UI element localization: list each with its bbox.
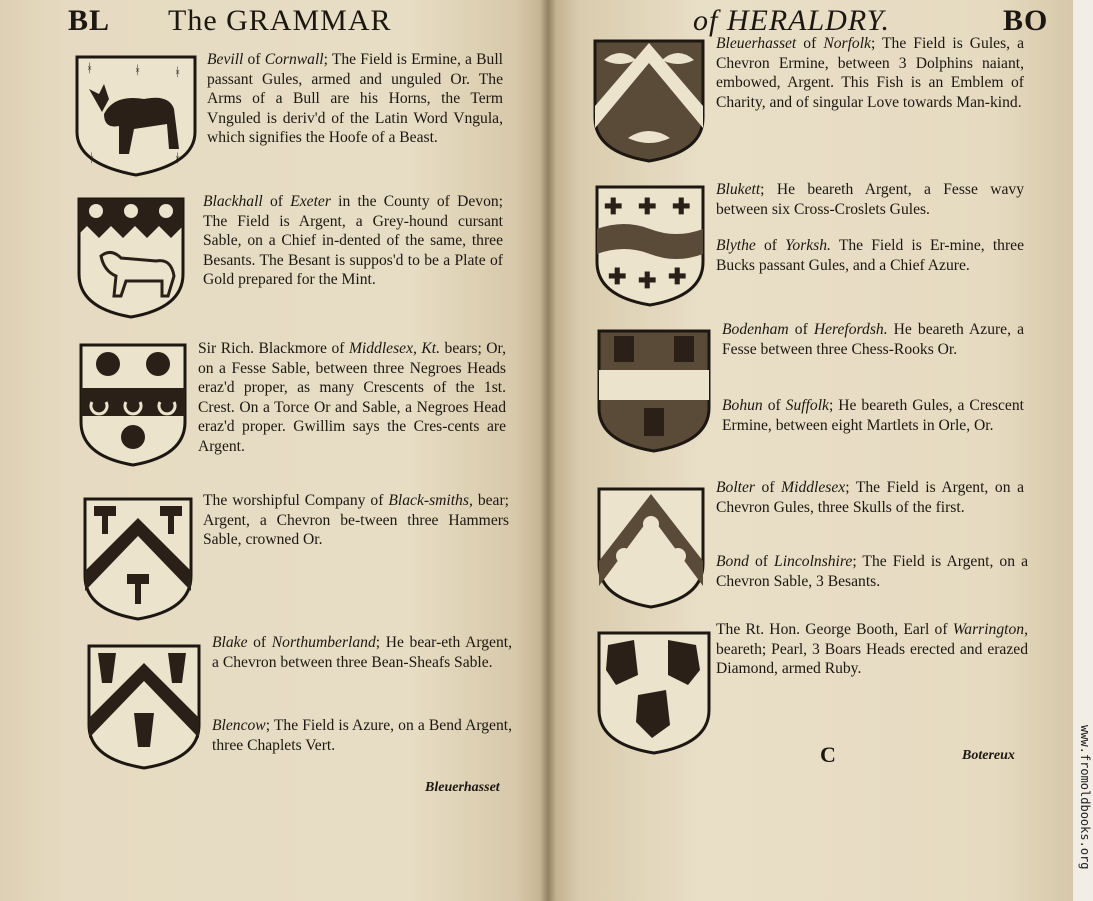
entry-bevill (207, 50, 503, 148)
entry-text: in the County of Devon; The Field is Argent, a Grey-hound cursant Sable, on a Chief in-dented of the same, three Besants. The Besant is suppos'd to be a Plate of Gold prepared for the Mint. (203, 193, 503, 289)
bleuerhasset-shield (592, 38, 706, 164)
entry-blackmore (198, 339, 506, 457)
entry-of: of (762, 397, 786, 414)
blacksmiths-shield (82, 496, 194, 622)
blake-shield (86, 643, 202, 771)
entry-name: The worshipful Company of (203, 492, 384, 509)
left-catchword: Bleuerhasset (425, 780, 500, 795)
right-catchword: Botereux (962, 748, 1015, 763)
entry-blencow (212, 716, 512, 755)
svg-text:ᚼ: ᚼ (86, 61, 94, 75)
gutter-shadow (540, 0, 556, 901)
blackmore-shield (78, 342, 188, 468)
entry-text: ; The Field is Ermine, a Bull passant Gules, armed and unguled Or. The Arms of a Bull are his Horns, the Term Vnguled is deriv'd of the Latin Word Vngula, which signifies the Hoofe of a Beast. (207, 51, 503, 147)
svg-text:ᚼ: ᚼ (88, 151, 96, 165)
entry-name: Blukett (716, 181, 761, 198)
entry-text: , beareth; Pearl, 3 Boars Heads erected and erazed Diamond, armed Ruby. (716, 621, 1028, 678)
entry-name: Bodenham (722, 321, 789, 338)
entry-place: Lincolnshire (774, 553, 853, 570)
entry-of: of (754, 479, 782, 496)
blackhall-shield (76, 196, 186, 320)
entry-name: Bleuerhasset (716, 35, 797, 52)
entry-booth (716, 620, 1028, 679)
entry-of: of (243, 51, 265, 68)
entry-name: Blythe (716, 237, 756, 254)
booth-shield (596, 630, 712, 756)
entry-of: of (247, 634, 272, 651)
entry-name: Bevill (207, 51, 244, 68)
right-signature: BO (1003, 4, 1049, 37)
entry-of: of (262, 193, 291, 210)
entry-name: Blencow (212, 717, 266, 734)
bevill-shield (74, 54, 198, 178)
svg-text:✚: ✚ (668, 264, 687, 289)
left-signature: BL (68, 4, 111, 37)
entry-blythe (716, 236, 1024, 275)
entry-of: of (788, 321, 814, 338)
entry-of: of (748, 553, 775, 570)
svg-text:✚: ✚ (604, 194, 623, 219)
entry-blacksmiths (203, 491, 509, 550)
bodenham-shield (596, 328, 712, 454)
svg-text:✚: ✚ (638, 268, 657, 293)
blukett-shield (594, 184, 706, 308)
svg-text:ᚼ: ᚼ (134, 63, 142, 77)
entry-place: Warrington (952, 621, 1025, 638)
entry-place: Northumberland (271, 634, 376, 651)
entry-place: Herefordsh. (813, 321, 888, 338)
entry-name: Bond (716, 553, 749, 570)
entry-name: The Rt. Hon. George Booth, (716, 621, 899, 638)
svg-text:✚: ✚ (638, 194, 657, 219)
entry-place: Black-smiths (388, 492, 469, 509)
entry-bodenham (722, 320, 1024, 359)
entry-place: Norfolk (823, 35, 871, 52)
entry-place: Yorksh. (785, 237, 831, 254)
entry-text: ; He beareth Argent, a Fesse wavy between six Cross-Croslets Gules. (716, 181, 1024, 218)
left-running-header: The GRAMMAR (168, 4, 392, 37)
entry-of: of (326, 340, 349, 357)
svg-text:✚: ✚ (608, 264, 627, 289)
entry-text: ; He bear-eth Argent, a Chevron between three Bean-Sheafs Sable. (212, 634, 513, 671)
entry-blackhall (203, 192, 503, 290)
entry-text: ; The Field is Argent, on a Chevron Gules, three Skulls of the first. (716, 479, 1024, 516)
svg-text:✚: ✚ (672, 194, 691, 219)
entry-text: The Field is Er-mine, three Bucks passant Gules, and a Chief Azure. (716, 237, 1024, 274)
entry-name: Blackhall (203, 193, 263, 210)
entry-place: Middlesex, Kt. (348, 340, 441, 357)
entry-bond (716, 552, 1028, 591)
entry-blukett (716, 180, 1024, 219)
watermark-text: www.fromoldbooks.org (1078, 725, 1092, 870)
bolter-shield (596, 486, 706, 610)
right-signature-mark: C (820, 742, 836, 767)
right-running-header: of HERALDRY. (693, 4, 891, 37)
entry-bleuerhasset (716, 34, 1024, 112)
entry-text: He beareth Azure, a Fesse between three Chess-Rooks Or. (722, 321, 1024, 358)
entry-text: bears; Or, on a Fesse Sable, between three Negroes Heads eraz'd proper, as many Crescents of the 1st. Crest. On a Torce Or and Sable, a Negroes Head eraz'd proper. Gwillim says the Cres-cents are Argent. (198, 340, 506, 455)
svg-text:ᚼ: ᚼ (174, 151, 182, 165)
entry-name: Bohun (722, 397, 763, 414)
entry-name: Blake (212, 634, 248, 651)
entry-of: of (796, 35, 824, 52)
entry-blake (212, 633, 512, 672)
entry-of: Earl of (898, 621, 953, 638)
entry-text: , bear; Argent, a Chevron be-tween three Hammers Sable, crowned Or. (203, 492, 509, 549)
entry-of: of (755, 237, 786, 254)
entry-text: ; The Field is Azure, on a Bend Argent, three Chaplets Vert. (212, 717, 512, 754)
svg-text:ᚼ: ᚼ (174, 65, 182, 79)
entry-bohun (722, 396, 1024, 435)
entry-text: ; The Field is Argent, on a Chevron Sable, 3 Besants. (716, 553, 1028, 590)
entry-name: Bolter (716, 479, 755, 496)
entry-bolter (716, 478, 1024, 517)
entry-place: Exeter (290, 193, 331, 210)
entry-text: ; The Field is Gules, a Chevron Ermine, between 3 Dolphins naiant, embowed, Argent. This Fish is an Emblem of Charity, and of singular Love towards Man-kind. (716, 35, 1024, 111)
entry-place: Cornwall (264, 51, 324, 68)
entry-place: Middlesex (781, 479, 846, 496)
entry-text: ; He beareth Gules, a Crescent Ermine, between eight Martlets in Orle, Or. (722, 397, 1024, 434)
entry-place: Suffolk (785, 397, 829, 414)
entry-name: Sir Rich. Blackmore (198, 340, 327, 357)
